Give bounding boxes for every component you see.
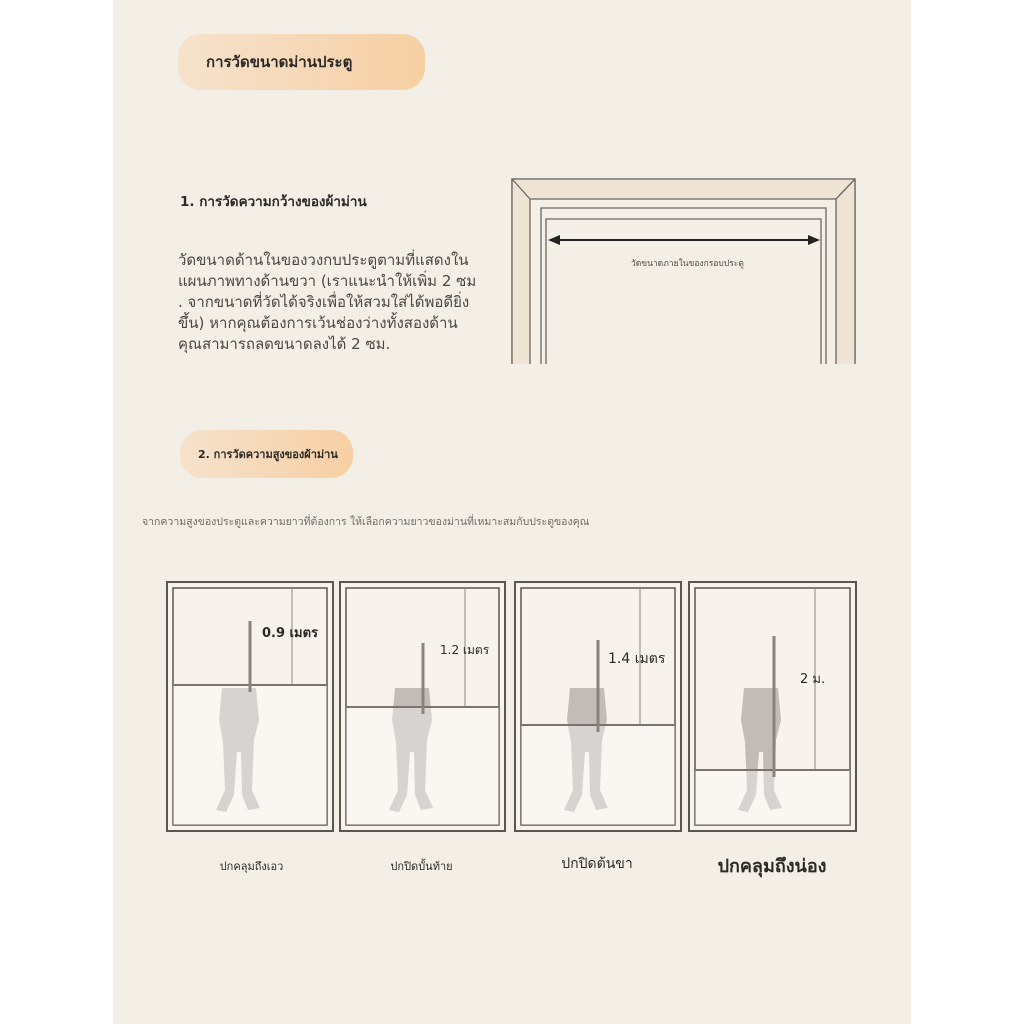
measure-label-3: 1.4 เมตร xyxy=(608,651,666,667)
measure-label-4: 2 ม. xyxy=(800,672,826,687)
curtain-uncovered-area xyxy=(695,771,850,825)
door-label-hip: ปกปิดบั้นท้าย xyxy=(390,860,453,873)
measure-rod xyxy=(422,643,425,714)
door-label-waist: ปกคลุมถึงเอว xyxy=(219,860,284,873)
curtain-uncovered-area xyxy=(521,726,675,825)
width-heading: 1. การวัดความกว้างของผ้าม่าน xyxy=(180,194,367,210)
height-heading: 2. การวัดความสูงของผ้าม่าน xyxy=(198,448,338,461)
door-diagram-1 xyxy=(167,582,333,831)
paragraph-line: แผนภาพทางด้านขวา (เราแนะนำให้เพิ่ม 2 ซม xyxy=(178,272,477,290)
frame-caption: วัดขนาดภายในของกรอบประตู xyxy=(631,259,744,269)
door-label-thigh: ปกปิดต้นขา xyxy=(561,856,633,872)
paragraph-line: ขึ้น) หากคุณต้องการเว้นช่องว่างทั้งสองด้าน xyxy=(178,314,458,332)
paragraph-line: วัดขนาดด้านในของวงกบประตูตามที่แสดงใน xyxy=(178,251,469,269)
height-description: จากความสูงของประตูและความยาวที่ต้องการ ให้เลือกความยาวของม่านที่เหมาะสมกับประตูของคุณ xyxy=(142,516,590,528)
measure-rod xyxy=(597,640,600,732)
door-diagram-3 xyxy=(515,582,681,831)
measure-rod xyxy=(249,621,252,692)
measure-label-2: 1.2 เมตร xyxy=(440,643,490,657)
curtain-uncovered-area xyxy=(173,686,327,825)
door-label-calf: ปกคลุมถึงน่อง xyxy=(717,856,827,877)
measure-label-1: 0.9 เมตร xyxy=(262,626,318,641)
door-diagram-2 xyxy=(340,582,505,831)
measure-rod xyxy=(773,636,776,777)
paragraph-line: คุณสามารถลดขนาดลงได้ 2 ซม. xyxy=(178,335,391,353)
page-title: การวัดขนาดม่านประตู xyxy=(206,53,353,71)
door-diagram-4 xyxy=(689,582,856,831)
curtain-uncovered-area xyxy=(346,708,499,825)
paragraph-line: . จากขนาดที่วัดได้จริงเพื่อให้สวมใส่ได้พอดียิ่ง xyxy=(178,293,470,311)
